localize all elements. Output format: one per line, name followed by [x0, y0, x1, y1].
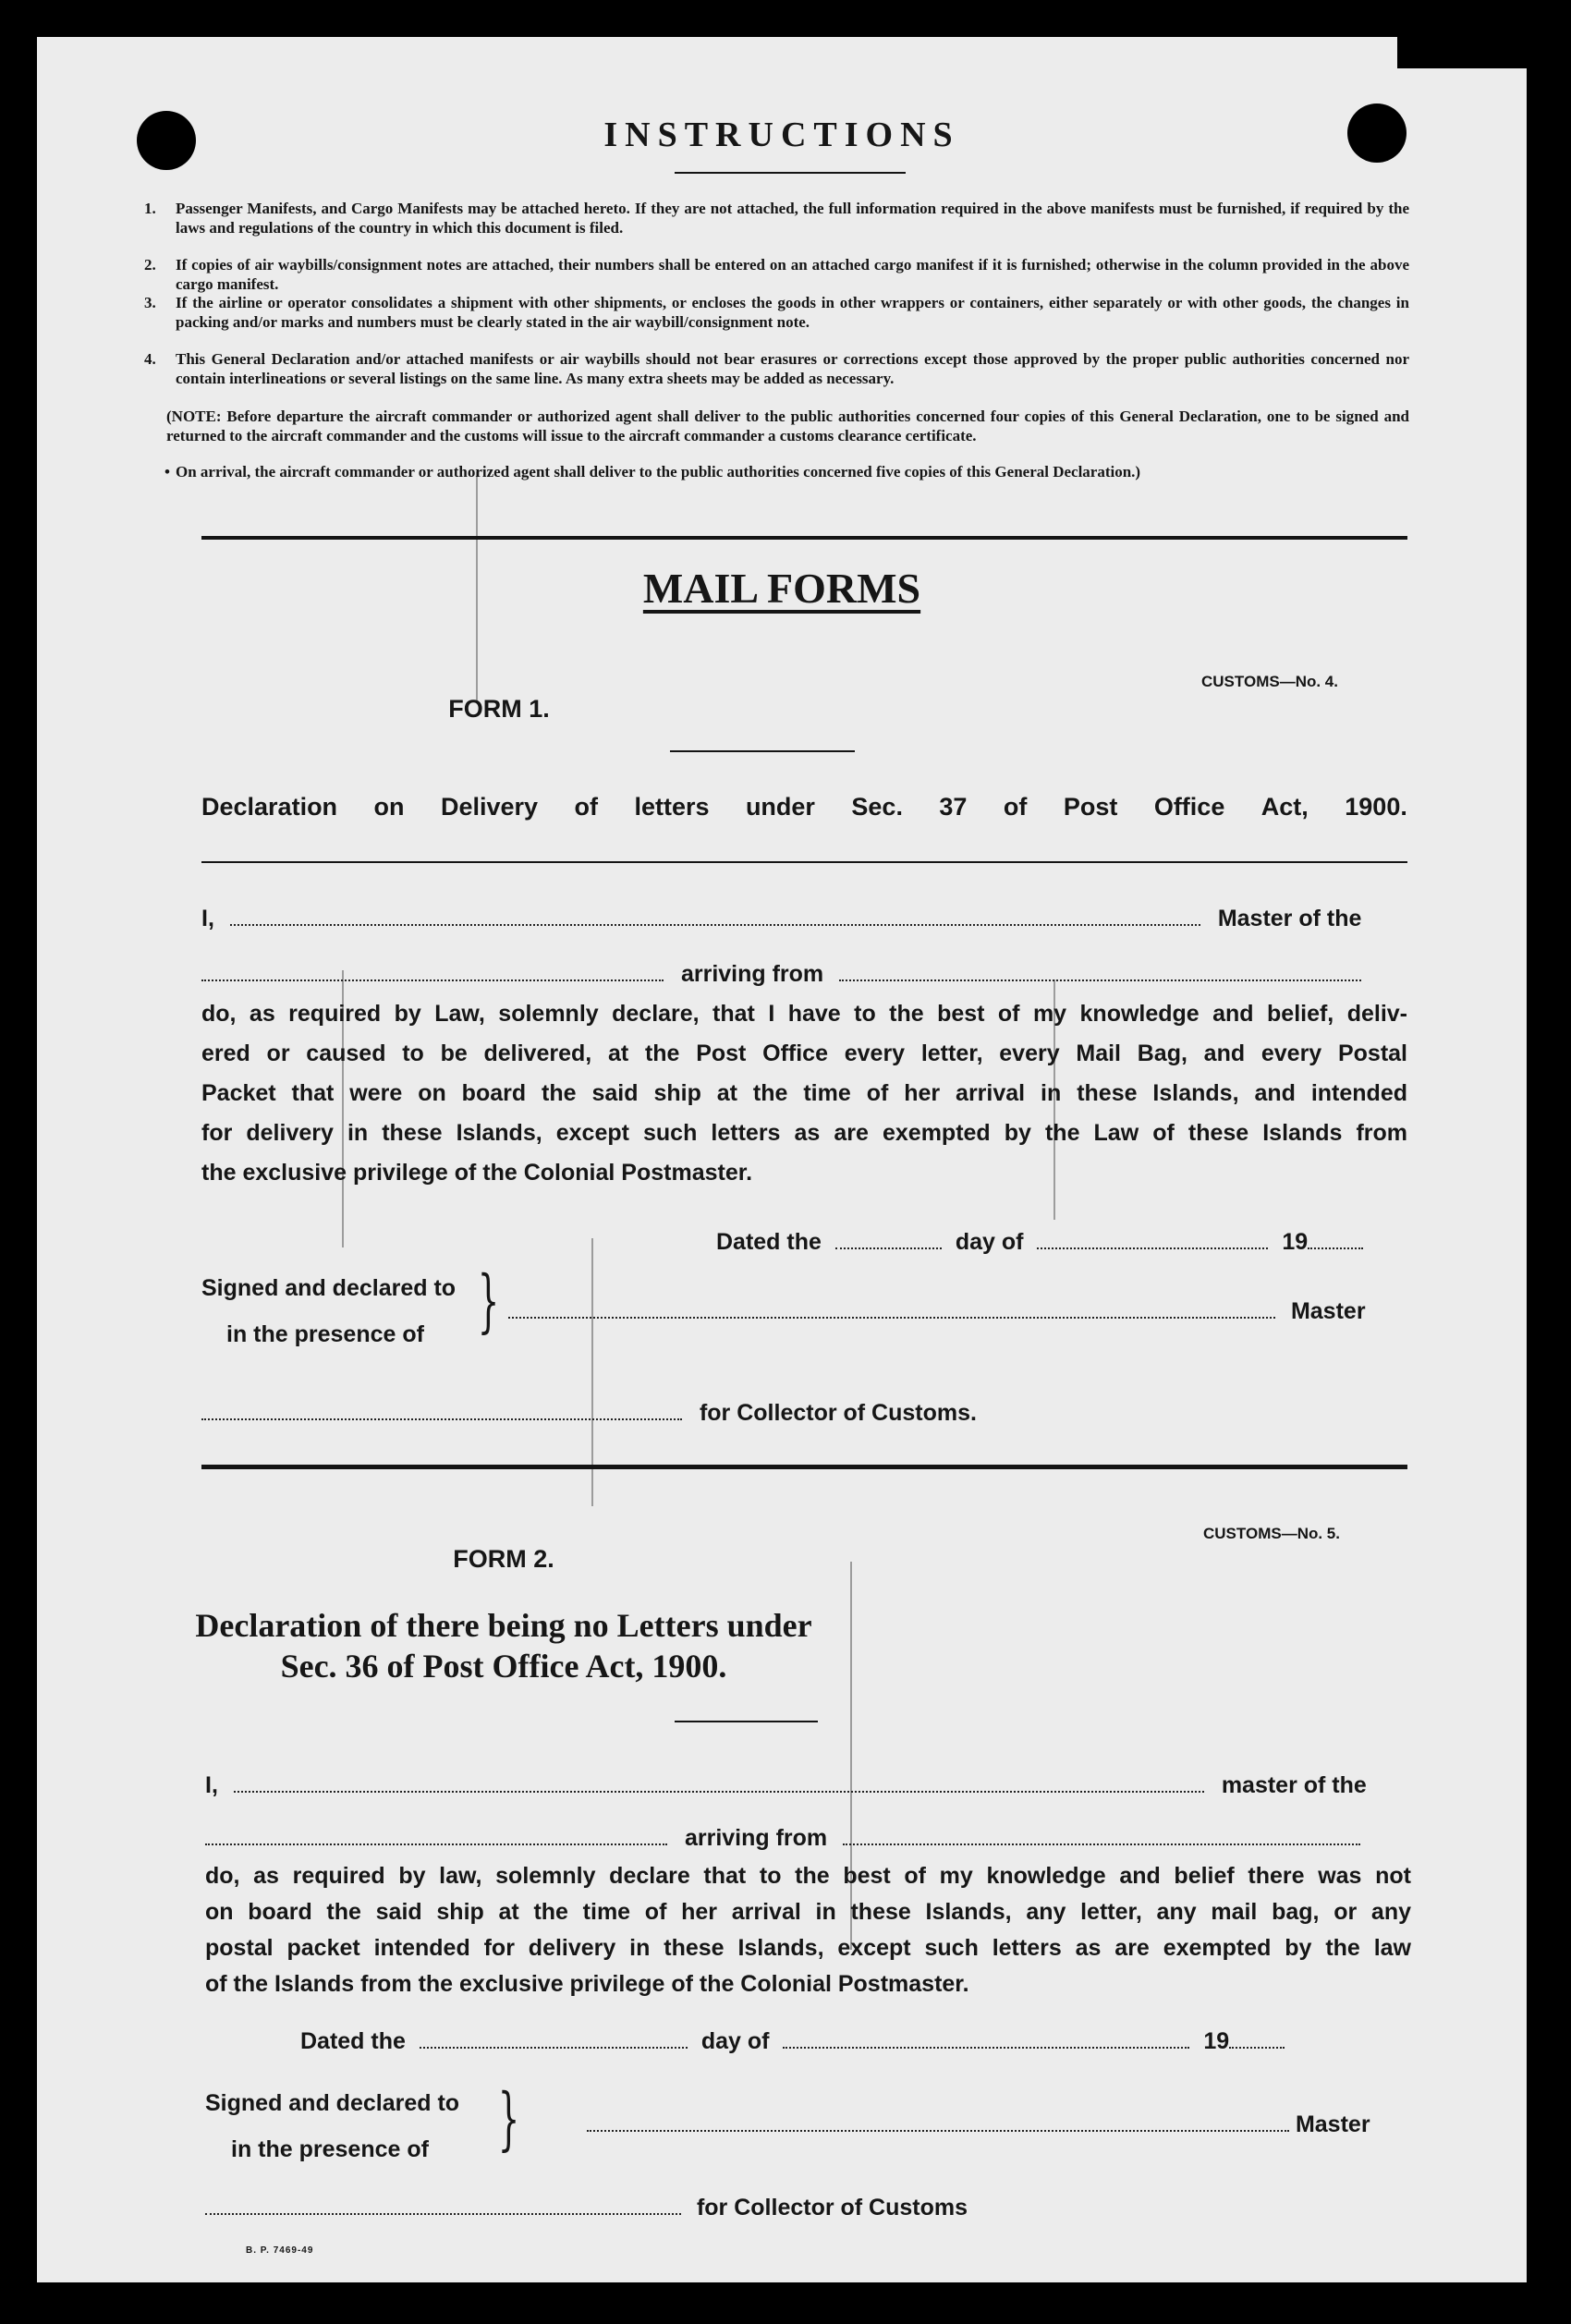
form1-name-field[interactable]: [230, 923, 1200, 926]
form2-dated-line: [300, 2028, 1285, 2055]
instruction-item-3: [144, 293, 1409, 332]
form1-heading-rule: [201, 861, 1407, 863]
form1-title: FORM 1.: [448, 695, 550, 723]
form1-ship-field[interactable]: [201, 979, 664, 981]
form2-collector-signature-field[interactable]: [205, 2212, 681, 2215]
form2-master-label: Master: [1295, 2111, 1370, 2137]
form1-date-field[interactable]: [835, 1247, 942, 1249]
form1-heading-word: Declaration: [201, 793, 338, 821]
form-divider: [201, 1465, 1407, 1469]
form1-signed-label-1: Signed and declared to: [201, 1275, 457, 1301]
form2-master-line: [587, 2111, 1370, 2138]
form1-heading: [201, 793, 1407, 821]
instruction-number: 2.: [144, 256, 156, 274]
form2-day-of-label: day of: [700, 2028, 770, 2054]
form2-arriving-label: arriving from: [684, 1825, 828, 1851]
form-code: B. P. 7469-49: [246, 2245, 314, 2256]
instruction-text: This General Declaration and/or attached manifests or air waybills should not bear erasures or corrections except those approved by the proper public authorities concerned nor contain interlineations or several listings on the same line. As many extra sheets may be added as necessary.: [176, 350, 1409, 387]
form2-i-label: I,: [205, 1772, 218, 1798]
form2-dated-label: Dated the: [300, 2028, 406, 2054]
form1-line-arriving: [201, 961, 1361, 988]
form1-i-label: I,: [201, 906, 214, 931]
form1-heading-word: of: [1003, 793, 1028, 821]
form1-brace: }: [477, 1261, 500, 1341]
form2-heading-line-1: Declaration of there being no Letters under: [195, 1607, 812, 1644]
instruction-item-1: [144, 199, 1409, 237]
form1-customs-number: CUSTOMS—No. 4.: [1201, 673, 1338, 690]
form2-signed-label-2: in the presence of: [231, 2136, 429, 2162]
form2-master-signature-field[interactable]: [587, 2129, 1289, 2132]
instruction-number: 1.: [144, 200, 156, 217]
form2-date-field[interactable]: [420, 2046, 688, 2049]
form1-body-line: for delivery in these Islands, except such letters as are exempted by the Law of these Islands from: [201, 1120, 1407, 1146]
form2-signed-label-1: Signed and declared to: [205, 2090, 460, 2116]
instruction-text: If copies of air waybills/consignment notes are attached, their numbers shall be entered on an attached cargo manifest if it is furnished; otherwise in the column provided in the above cargo manifest.: [176, 256, 1409, 293]
instructions-title: INSTRUCTIONS: [603, 116, 960, 154]
form1-collector-signature-field[interactable]: [201, 1418, 682, 1420]
instruction-note-arrival: • On arrival, the aircraft commander or authorized agent shall deliver to the public authorities concerned five copies of this General Declaration.): [176, 462, 1409, 481]
form2-body-line: on board the said ship at the time of her arrival in these Islands, any letter, any mail bag, or any: [205, 1899, 1411, 1925]
form1-dated-label: Dated the: [716, 1229, 822, 1255]
form2-title: FORM 2.: [453, 1545, 554, 1573]
form1-line-i: [201, 906, 1361, 932]
form1-heading-word: 1900.: [1345, 793, 1407, 821]
form1-collector-line: [201, 1400, 977, 1427]
form1-heading-word: Delivery: [440, 793, 539, 821]
form1-master-label: Master: [1290, 1298, 1366, 1324]
form1-heading-word: 37: [939, 793, 968, 821]
instruction-text: Passenger Manifests, and Cargo Manifests may be attached hereto. If they are not attached, the full information required in the above manifests must be furnished, if required by the laws and regulations of the country in which this document is filed.: [176, 200, 1409, 237]
form1-dated-line: [716, 1229, 1363, 1256]
instruction-number: 4.: [144, 350, 156, 368]
form2-body-line: postal packet intended for delivery in these Islands, except such letters as are exempted by the law: [205, 1935, 1411, 1961]
form1-body-line: ered or caused to be delivered, at the Post Office every letter, every Mail Bag, and every Postal: [201, 1040, 1407, 1066]
form1-heading-word: Post: [1063, 793, 1118, 821]
mail-forms-title: MAIL FORMS: [642, 565, 921, 612]
form1-day-of-label: day of: [955, 1229, 1024, 1255]
form1-year-field[interactable]: [1308, 1247, 1363, 1249]
form2-line-arriving: [205, 1825, 1360, 1852]
form1-body-last: the exclusive privilege of the Colonial Postmaster.: [201, 1160, 753, 1186]
instruction-item-4: [144, 349, 1409, 388]
form1-collector-label: for Collector of Customs.: [699, 1400, 977, 1426]
form2-year-field[interactable]: [1229, 2046, 1285, 2049]
form1-heading-word: Act,: [1260, 793, 1309, 821]
form2-body-line: do, as required by law, solemnly declare that to the best of my knowledge and belief there was not: [205, 1863, 1411, 1889]
form1-master-signature-field[interactable]: [508, 1316, 1275, 1319]
form2-ship-field[interactable]: [205, 1843, 667, 1845]
title-underline: [675, 172, 906, 174]
form1-heading-word: under: [745, 793, 815, 821]
form2-month-field[interactable]: [783, 2046, 1189, 2049]
form2-heading-rule: [675, 1721, 818, 1722]
form1-year-label: 19: [1282, 1229, 1309, 1255]
section-divider: [201, 536, 1407, 540]
form2-brace: }: [497, 2079, 520, 2159]
note-arrival-text: On arrival, the aircraft commander or authorized agent shall deliver to the public authorities concerned five copies of this General Declaration.): [176, 463, 1141, 481]
form1-body-line: do, as required by Law, solemnly declare, that I have to the best of my knowledge and belief, deliv-: [201, 1001, 1407, 1027]
scan-edge-tab: [1397, 37, 1527, 68]
form1-title-rule: [670, 750, 855, 752]
note-text: (NOTE: Before departure the aircraft commander or authorized agent shall deliver to the public authorities concerned four copies of this General Declaration, one to be signed and returned to the aircraft commander and the customs will issue to the aircraft commander a customs clearance certificate.: [166, 408, 1409, 444]
instruction-note: [166, 407, 1409, 445]
instruction-number: 3.: [144, 294, 156, 311]
form1-heading-word: of: [574, 793, 598, 821]
form2-line-i: [205, 1772, 1367, 1799]
form2-body-last: of the Islands from the exclusive privilege of the Colonial Postmaster.: [205, 1971, 969, 1997]
form2-year-label: 19: [1203, 2028, 1230, 2054]
document-page: [37, 37, 1527, 2282]
form1-month-field[interactable]: [1037, 1247, 1268, 1249]
form2-origin-field[interactable]: [843, 1843, 1360, 1845]
form1-master-line: [508, 1298, 1366, 1325]
instruction-item-2: [144, 255, 1409, 294]
form2-collector-line: [205, 2195, 968, 2221]
form2-name-field[interactable]: [234, 1790, 1204, 1793]
form1-heading-word: Office: [1153, 793, 1225, 821]
form1-body-line: Packet that were on board the said ship at the time of her arrival in these Islands, and intended: [201, 1080, 1407, 1106]
form1-heading-word: Sec.: [851, 793, 903, 821]
instruction-text: If the airline or operator consolidates a shipment with other shipments, or encloses the goods in other wrappers or containers, either separately or with other goods, the changes in packing and/or marks and numbers must be clearly stated in the air waybill/consignment note.: [176, 294, 1409, 331]
form1-arriving-label: arriving from: [680, 961, 824, 987]
form1-heading-word: on: [373, 793, 405, 821]
form1-signed-label-2: in the presence of: [226, 1321, 424, 1347]
form1-heading-word: letters: [634, 793, 710, 821]
form1-origin-field[interactable]: [839, 979, 1361, 981]
form2-collector-label: for Collector of Customs: [696, 2195, 968, 2221]
form2-master-of-label: master of the: [1221, 1772, 1367, 1798]
form2-customs-number: CUSTOMS—No. 5.: [1203, 1525, 1340, 1542]
form2-heading-line-2: Sec. 36 of Post Office Act, 1900.: [280, 1648, 727, 1685]
form1-master-of-label: Master of the: [1217, 906, 1362, 931]
